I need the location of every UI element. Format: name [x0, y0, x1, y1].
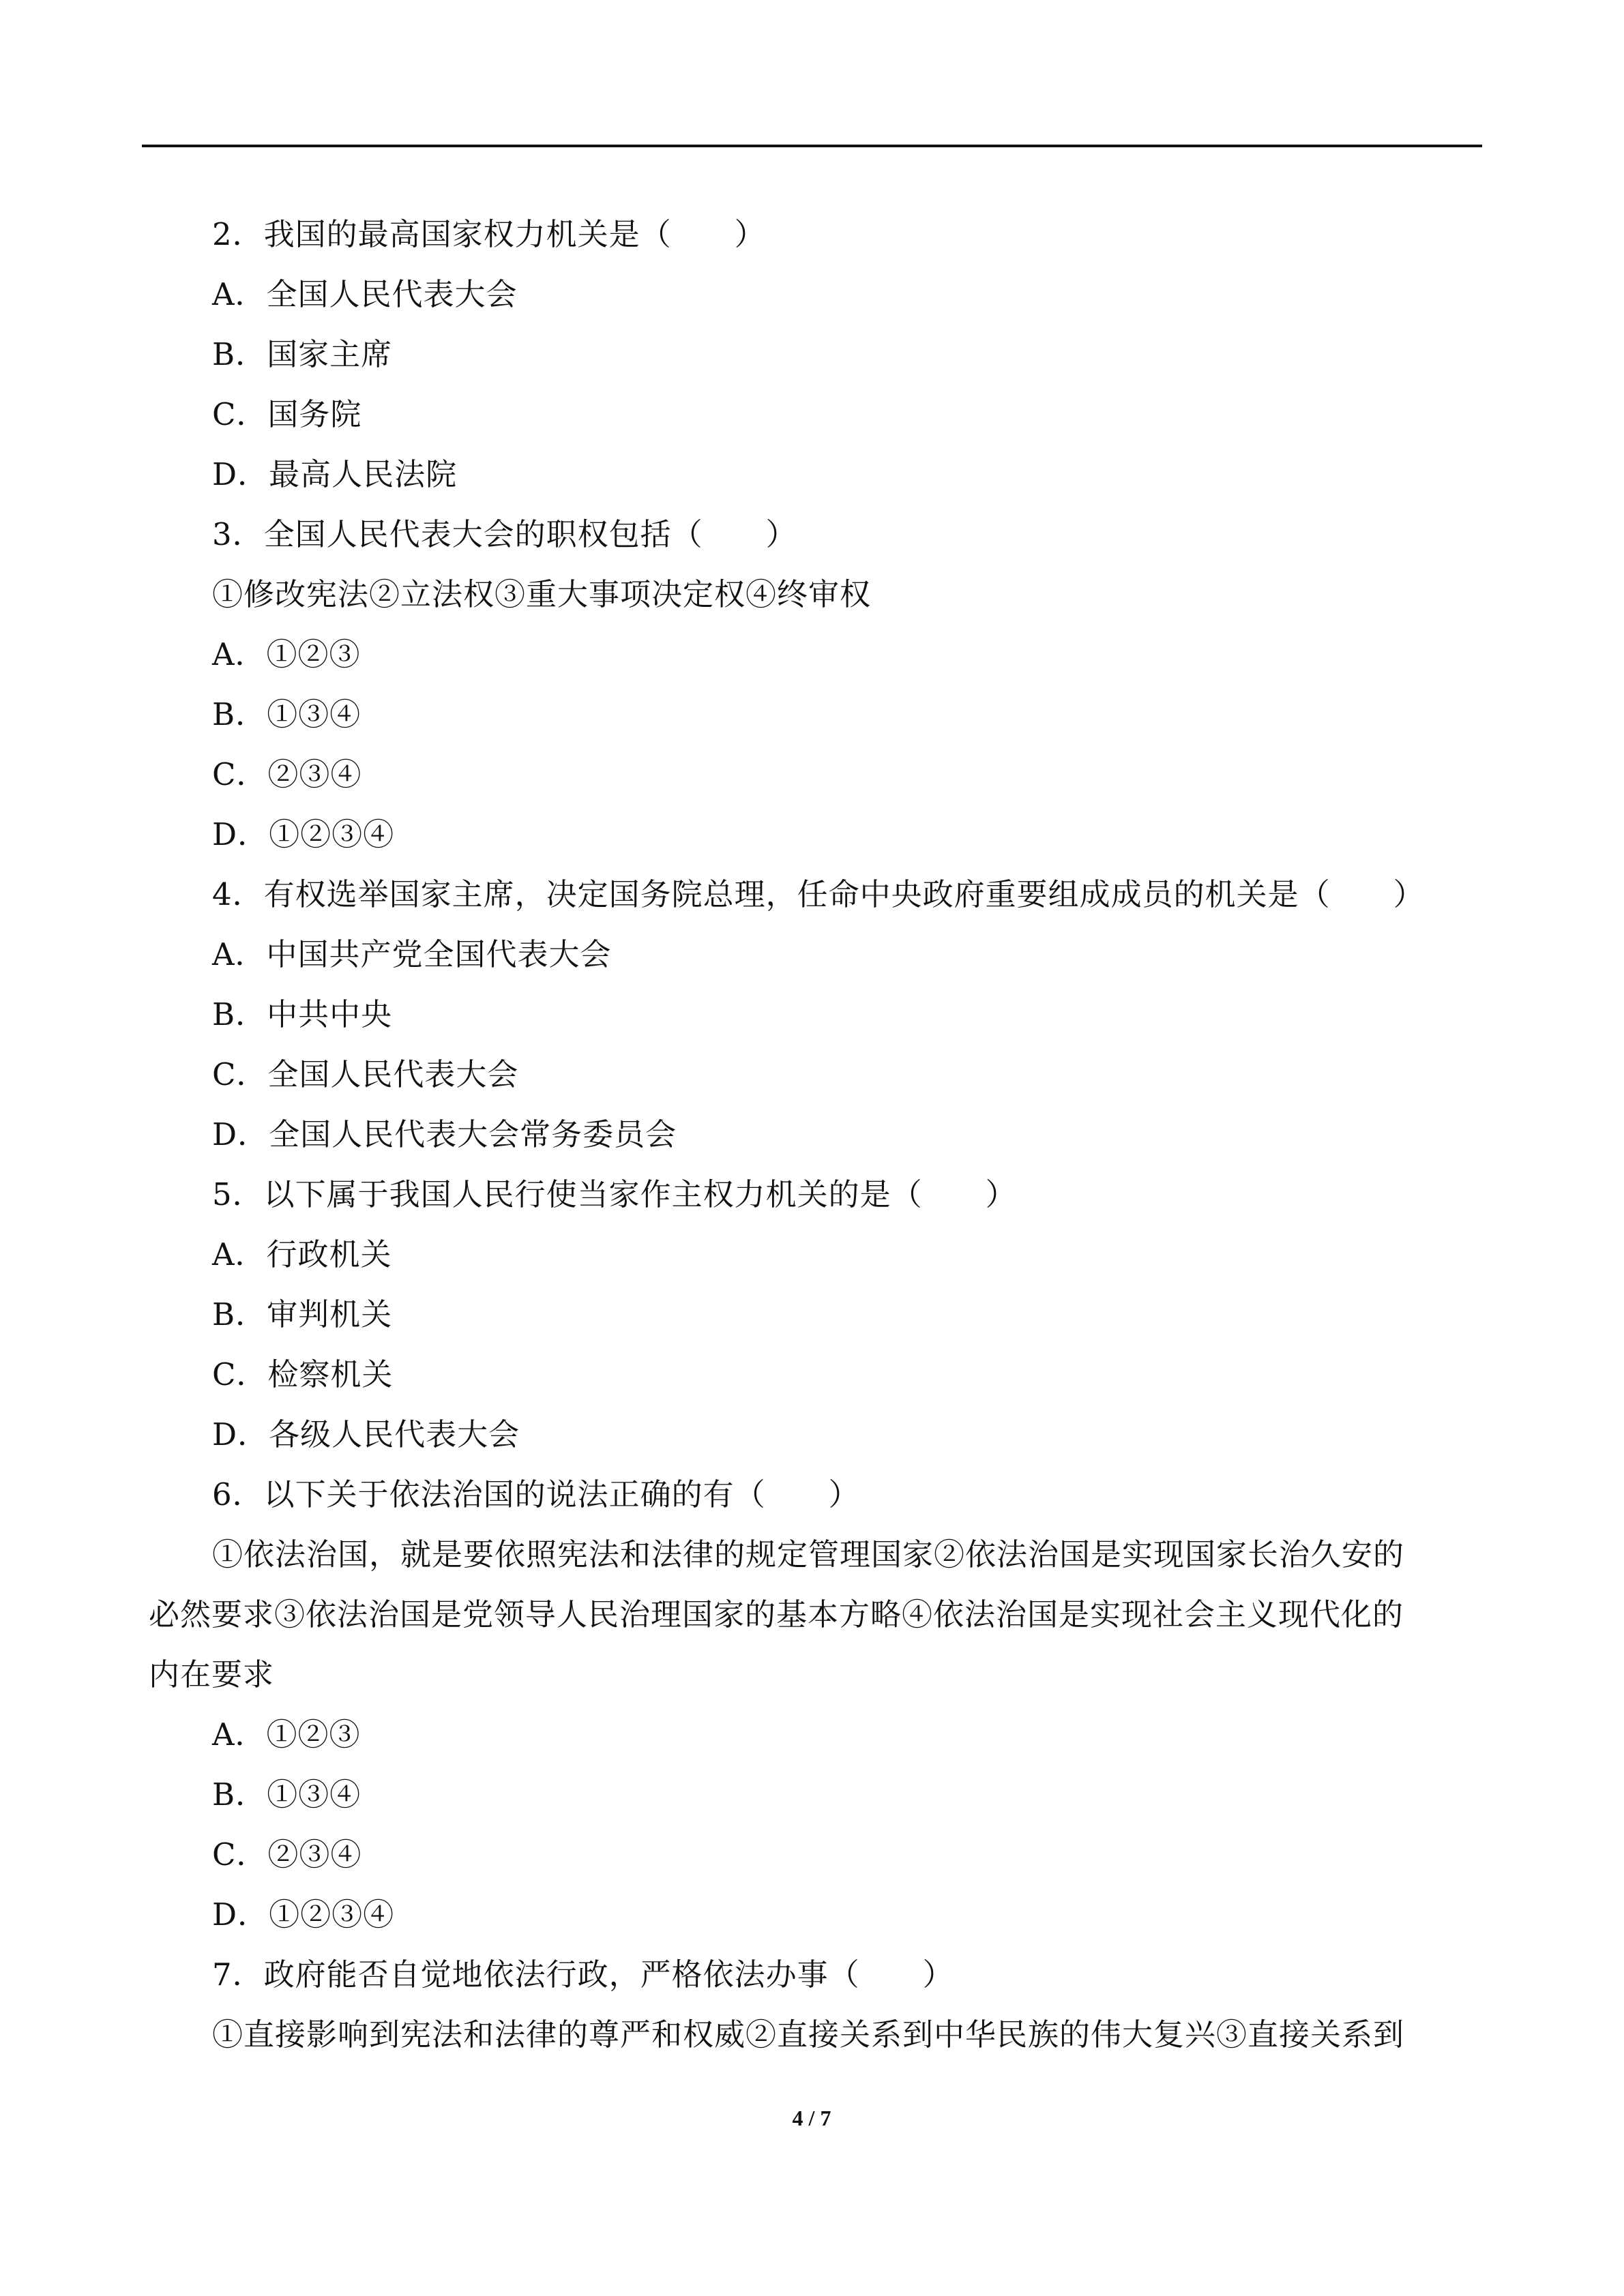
- question-5-option-c: C．检察机关: [212, 1356, 394, 1392]
- question-3-statement: ①修改宪法②立法权③重大事项决定权④终审权: [212, 576, 872, 612]
- question-3-option-d: D．①②③④: [212, 816, 395, 852]
- question-6-option-c: C．②③④: [212, 1836, 362, 1873]
- question-4-stem: 4．有权选举国家主席，决定国务院总理，任命中央政府重要组成成员的机关是（ ）: [212, 876, 1425, 912]
- question-6-statement-line-3: 内在要求: [149, 1656, 275, 1693]
- question-5-stem: 5．以下属于我国人民行使当家作主权力机关的是（ ）: [212, 1176, 1017, 1212]
- question-5-option-d: D．各级人民代表大会: [212, 1416, 520, 1452]
- question-6-option-a: A．①②③: [212, 1716, 361, 1753]
- question-7-stem: 7．政府能否自觉地依法行政，严格依法办事（ ）: [212, 1956, 954, 1993]
- question-2-option-d: D．最高人民法院: [212, 456, 458, 492]
- question-2-stem: 2．我国的最高国家权力机关是（ ）: [212, 216, 766, 252]
- question-4-option-b: B．中共中央: [212, 996, 393, 1032]
- question-4-option-c: C．全国人民代表大会: [212, 1056, 519, 1092]
- page-number: 4 / 7: [792, 2106, 831, 2130]
- question-6-statement-line-1: ①依法治国，就是要依照宪法和法律的规定管理国家②依法治国是实现国家长治久安的: [212, 1536, 1405, 1572]
- question-6-option-d: D．①②③④: [212, 1896, 395, 1933]
- question-3-option-a: A．①②③: [212, 636, 361, 672]
- question-5-option-b: B．审判机关: [212, 1296, 393, 1332]
- question-6-statement-line-2: 必然要求③依法治国是党领导人民治理国家的基本方略④依法治国是实现社会主义现代化的: [149, 1596, 1404, 1632]
- question-3-option-b: B．①③④: [212, 696, 361, 732]
- question-7-statement: ①直接影响到宪法和法律的尊严和权威②直接关系到中华民族的伟大复兴③直接关系到: [212, 2016, 1405, 2053]
- question-6-stem: 6．以下关于依法治国的说法正确的有（ ）: [212, 1476, 860, 1512]
- question-3-stem: 3．全国人民代表大会的职权包括（ ）: [212, 516, 797, 552]
- question-3-option-c: C．②③④: [212, 756, 362, 792]
- question-4-option-a: A．中国共产党全国代表大会: [212, 936, 612, 972]
- question-5-option-a: A．行政机关: [212, 1236, 392, 1272]
- question-6-option-b: B．①③④: [212, 1776, 361, 1813]
- question-2-option-c: C．国务院: [212, 396, 362, 432]
- question-2-option-a: A．全国人民代表大会: [212, 276, 518, 312]
- question-2-option-b: B．国家主席: [212, 336, 393, 372]
- question-4-option-d: D．全国人民代表大会常务委员会: [212, 1116, 677, 1152]
